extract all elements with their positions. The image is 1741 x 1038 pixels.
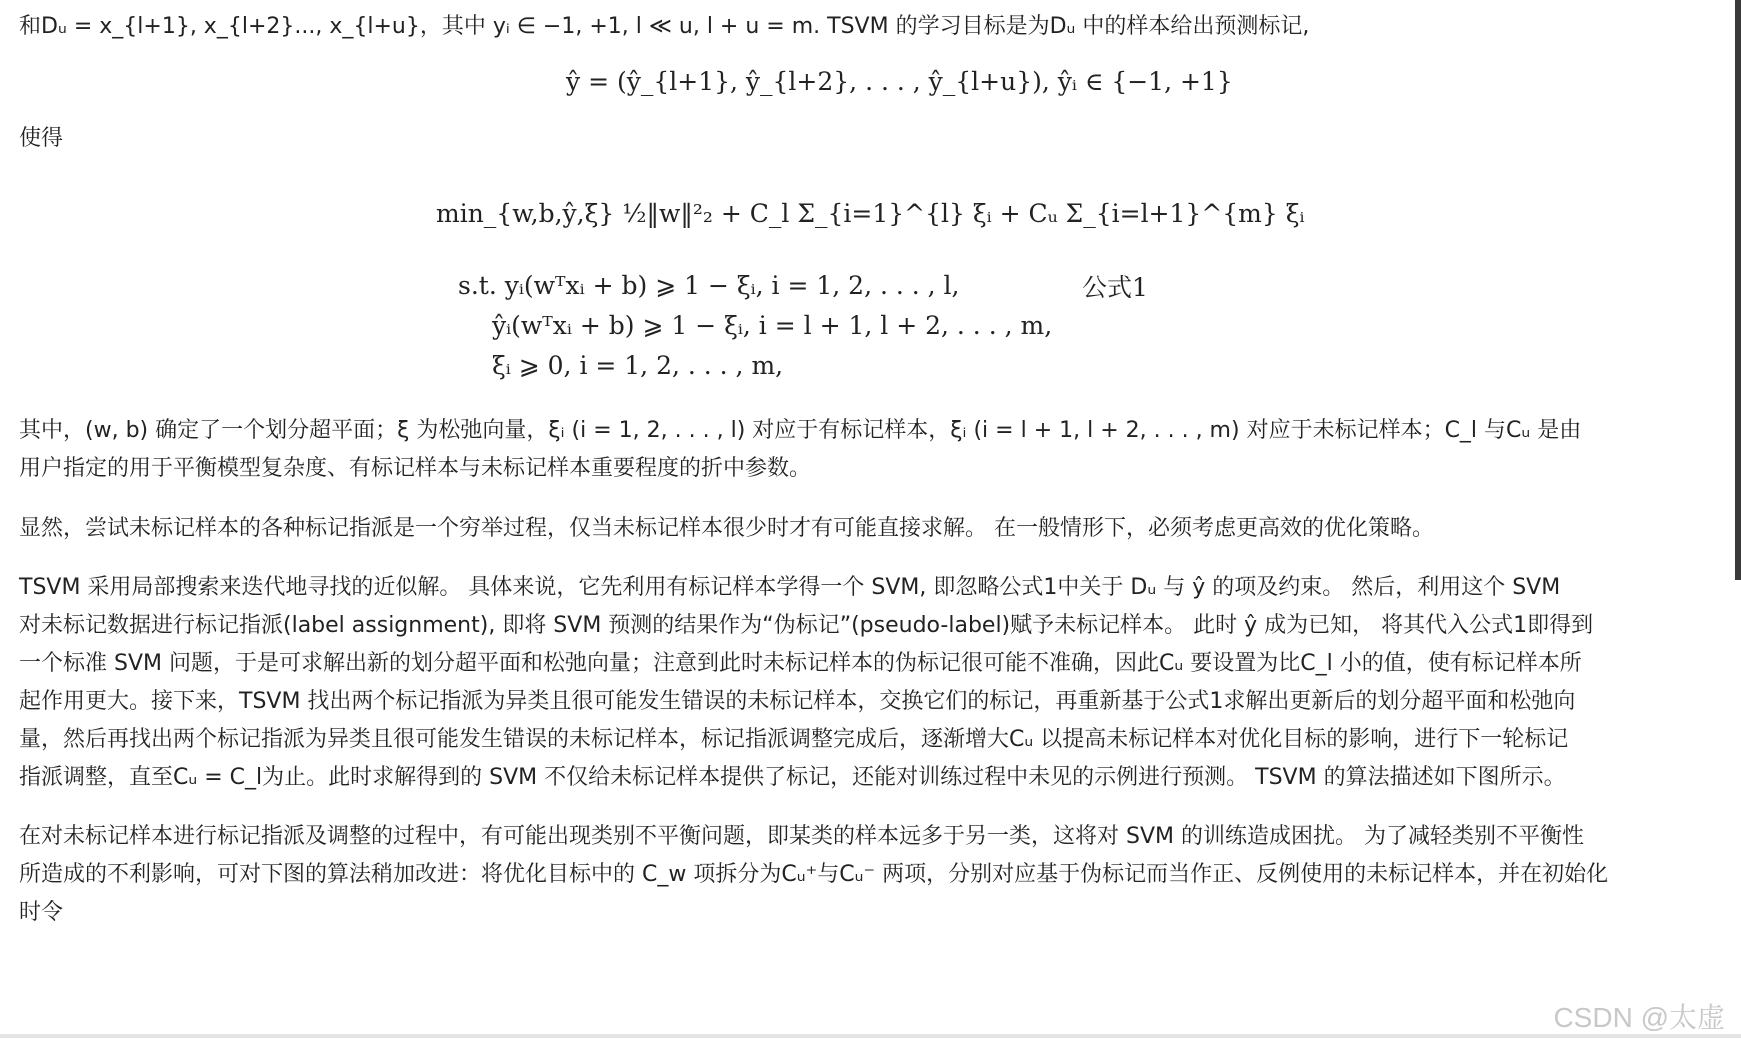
tsvm-line-3: 一个标准 SVM 问题，于是可求解出新的划分超平面和松弛向量；注意到此时未标记样本的伪标记很可能不准确，因此Cᵤ 要设置为比C_l 小的值，使有标记样本所 [19, 651, 1582, 676]
formula-1-objective: min_{w,b,ŷ,ξ} ½‖w‖²₂ + C_l Σ_{i=1}^{l} ξᵢ + Cᵤ Σ_{i=l+1}^{m} ξᵢ [436, 199, 1305, 228]
tsvm-line-4: 起作用更大。接下来，TSVM 找出两个标记指派为异类且很可能发生错误的未标记样本，交换它们的标记，再重新基于公式1求解出更新后的划分超平面和松弛向 [19, 689, 1576, 714]
formula-1-constraint-2: ŷᵢ(wᵀxᵢ + b) ⩾ 1 − ξᵢ, i = l + 1, l + 2, . . . , m, [492, 311, 1053, 340]
imbalance-line-1: 在对未标记样本进行标记指派及调整的过程中，有可能出现类别不平衡问题，即某类的样本远多于另一类，这将对 SVM 的训练造成困扰。 为了减轻类别不平衡性 [19, 824, 1584, 849]
definitions-line-1: 其中，(w, b) 确定了一个划分超平面；ξ 为松弛向量，ξᵢ (i = 1, 2, . . . , l) 对应于有标记样本，ξᵢ (i = l + 1, l + 2, . . . , m) 对应于未标记样本；C_l 与Cᵤ 是由 [19, 418, 1582, 443]
prediction-equation: ŷ = (ŷ_{l+1}, ŷ_{l+2}, . . . , ŷ_{l+u}), ŷᵢ ∈ {−1, +1} [566, 67, 1233, 96]
vertical-scrollbar[interactable] [1735, 0, 1741, 580]
formula-1-label: 公式1 [1082, 273, 1148, 302]
bottom-divider [0, 1034, 1741, 1038]
tsvm-line-6: 指派调整，直至Cᵤ = C_l为止。此时求解得到的 SVM 不仅给未标记样本提供了标记，还能对训练过程中未见的示例进行预测。 TSVM 的算法描述如下图所示。 [19, 765, 1566, 790]
tsvm-line-2: 对未标记数据进行标记指派(label assignment), 即将 SVM 预测的结果作为“伪标记”(pseudo-label)赋予未标记样本。 此时 ŷ 成为已知， 将其代入公式1即得到 [19, 613, 1594, 638]
exhaustive-line-1: 显然，尝试未标记样本的各种标记指派是一个穷举过程，仅当未标记样本很少时才有可能直接求解。 在一般情形下，必须考虑更高效的优化策略。 [19, 516, 1434, 541]
definitions-line-2: 用户指定的用于平衡模型复杂度、有标记样本与未标记样本重要程度的折中参数。 [19, 456, 812, 481]
imbalance-line-3: 时令 [19, 900, 64, 925]
such-that-word: 使得 [19, 126, 64, 151]
formula-1-constraint-1: s.t. yᵢ(wᵀxᵢ + b) ⩾ 1 − ξᵢ, i = 1, 2, . . . , l, [458, 271, 960, 300]
imbalance-line-2: 所造成的不利影响，可对下图的算法稍加改进：将优化目标中的 C_w 项拆分为Cᵤ⁺与Cᵤ⁻ 两项，分别对应基于伪标记而当作正、反例使用的未标记样本，并在初始化 [19, 862, 1609, 887]
tsvm-line-1: TSVM 采用局部搜索来迭代地寻找的近似解。 具体来说，它先利用有标记样本学得一个 SVM, 即忽略公式1中关于 Dᵤ 与 ŷ 的项及约束。 然后，利用这个 SVM [19, 575, 1561, 600]
csdn-watermark: CSDN @太虚 [1553, 1002, 1725, 1033]
intro-line-1: 和Dᵤ = x_{l+1}, x_{l+2}..., x_{l+u}，其中 yᵢ ∈ −1, +1, l ≪ u, l + u = m. TSVM 的学习目标是为Dᵤ 中的样本给出预测标记, [19, 14, 1310, 39]
formula-1-constraint-3: ξᵢ ⩾ 0, i = 1, 2, . . . , m, [492, 351, 784, 380]
tsvm-line-5: 量，然后再找出两个标记指派为异类且很可能发生错误的未标记样本，标记指派调整完成后，逐渐增大Cᵤ 以提高未标记样本对优化目标的影响，进行下一轮标记 [19, 727, 1569, 752]
